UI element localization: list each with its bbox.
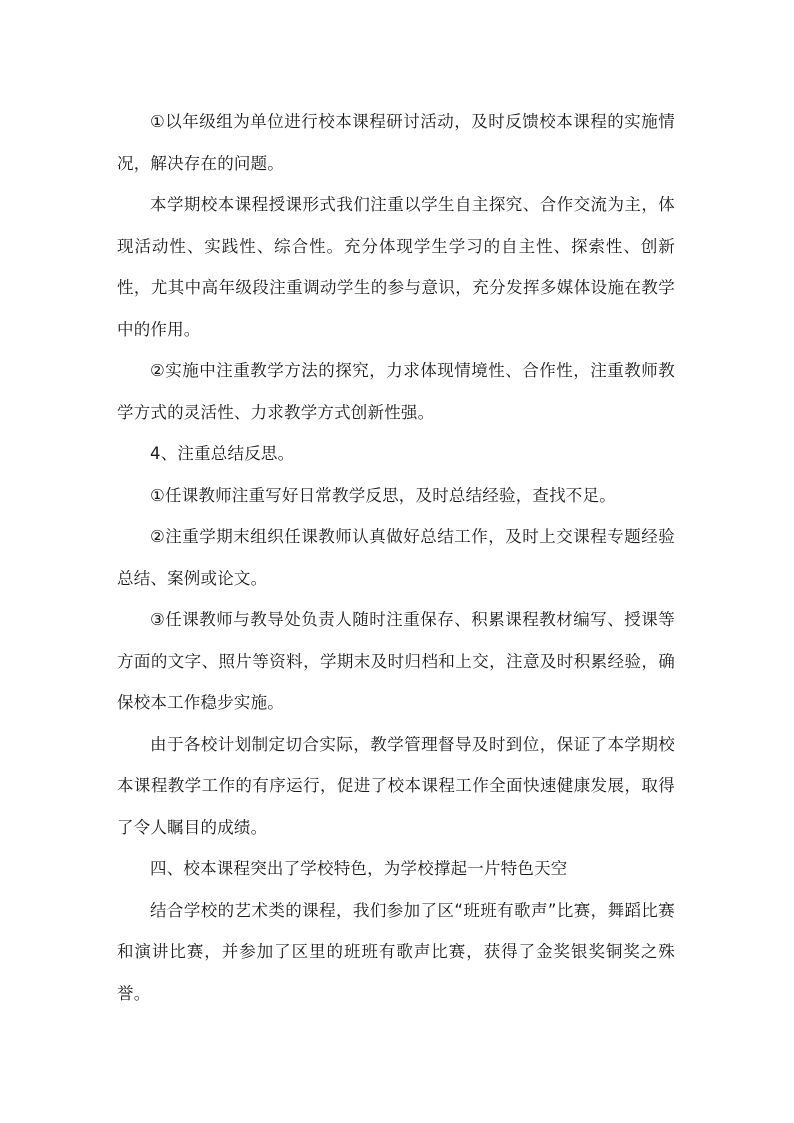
document-body	[117, 101, 675, 1014]
section-heading-4: 四、校本课程突出了学校特色，为学校撑起一片特色天空	[150, 859, 568, 878]
paragraph-10: 结合学校的艺术类的课程，我们参加了区“班班有歌声”比赛，舞蹈比赛和演讲比赛，并参加了区里的班班有歌声比赛，获得了金奖银奖铜奖之殊誉。	[117, 900, 675, 1003]
paragraph-2: 本学期校本课程授课形式我们注重以学生自主探究、合作交流为主，体现活动性、实践性、综合性。充分体现学生学习的自主性、探索性、创新性，尤其中高年级段注重调动学生的参与意识，充分发挥多媒体设施在教学中的作用。	[117, 195, 675, 339]
paragraph-5: ①任课教师注重写好日常教学反思，及时总结经验，查找不足。	[150, 485, 616, 505]
paragraph-8: 由于各校计划制定切合实际，教学管理督导及时到位，保证了本学期校本课程教学工作的有序运行，促进了校本课程工作全面快速健康发展，取得了令人瞩目的成绩。	[117, 734, 675, 837]
paragraph-7: ③任课教师与教导处负责人随时注重保存、积累课程教材编写、授课等方面的文字、照片等资料，学期末及时归档和上交，注意及时积累经验，确保校本工作稳步实施。	[117, 610, 675, 712]
paragraph-6: ②注重学期末组织任课教师认真做好总结工作，及时上交课程专题经验总结、案例或论文。	[117, 527, 675, 588]
paragraph-1: ①以年级组为单位进行校本课程研讨活动，及时反馈校本课程的实施情况，解决存在的问题。	[117, 112, 675, 173]
paragraph-4-heading: 4、注重总结反思。	[150, 444, 295, 463]
paragraph-3: ②实施中注重教学方法的探究，力求体现情境性、合作性，注重教师教学方式的灵活性、力求教学方式创新性强。	[117, 361, 675, 422]
